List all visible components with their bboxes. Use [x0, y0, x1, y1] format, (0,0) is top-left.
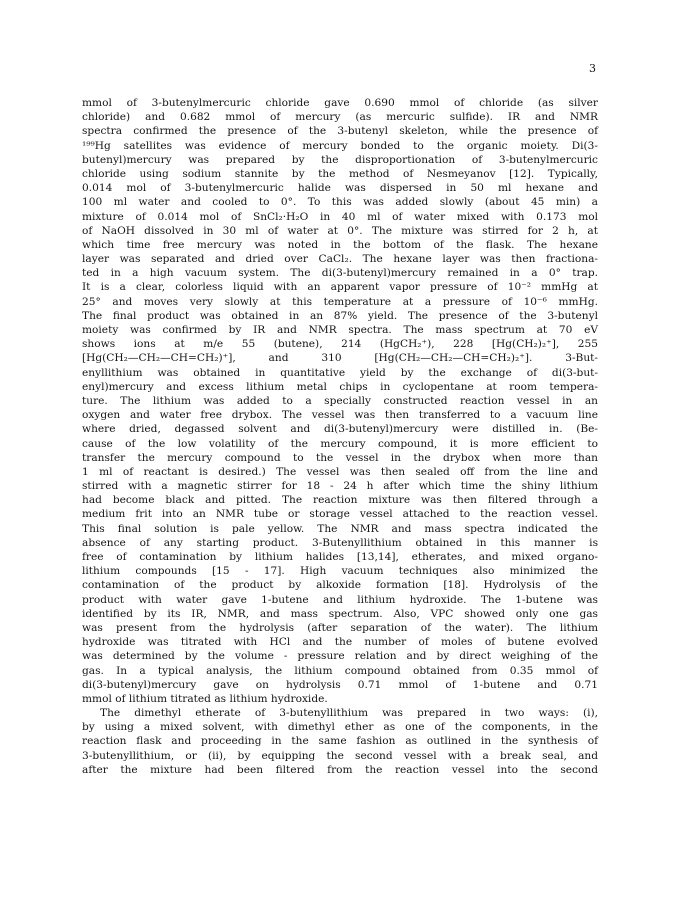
- text-line: ted in a high vacuum system. The di(3-butenyl)mercury remained in a 0° trap.: [82, 267, 598, 280]
- text-line: 100 ml water and cooled to 0°. To this was added slowly (about 45 min) a: [82, 196, 598, 209]
- text-line: 25° and moves very slowly at this temperature at a pressure of 10⁻⁶ mmHg.: [82, 295, 598, 308]
- text-line: cause of the low volatility of the mercury compound, it is more efficient to: [82, 437, 598, 450]
- text-line: The final product was obtained in an 87% yield. The presence of the 3-butenyl: [82, 309, 598, 322]
- text-line: spectra confirmed the presence of the 3-butenyl skeleton, while the presence of: [82, 125, 598, 138]
- text-line: absence of any starting product. 3-Butenyllithium obtained in this manner is: [82, 536, 598, 549]
- text-line: lithium compounds [15 - 17]. High vacuum techniques also minimized the: [82, 565, 598, 578]
- text-line: after the mixture had been filtered from the reaction vessel into the second: [82, 763, 598, 776]
- text-line: It is a clear, colorless liquid with an apparent vapor pressure of 10⁻² mmHg at: [82, 281, 598, 294]
- text-line: enyl)mercury and excess lithium metal chips in cyclopentane at room tempera-: [82, 380, 598, 393]
- text-line: stirred with a magnetic stirrer for 18 - 24 h after which time the shiny lithium: [82, 480, 598, 493]
- text-line: 0.014 mol of 3-butenylmercuric halide was dispersed in 50 ml hexane and: [82, 182, 598, 195]
- text-line: had become black and pitted. The reaction mixture was then filtered through a: [82, 494, 598, 507]
- text-line: identified by its IR, NMR, and mass spectrum. Also, VPC showed only one gas: [82, 607, 598, 620]
- text-line: product with water gave 1-butene and lithium hydroxide. The 1-butene was: [82, 593, 598, 606]
- text-line: chloride) and 0.682 mmol of mercury (as mercuric sulfide). IR and NMR: [82, 111, 598, 124]
- text-line: mmol of 3-butenylmercuric chloride gave 0.690 mmol of chloride (as silver: [82, 97, 598, 109]
- text-line: was determined by the volume - pressure relation and by direct weighing of the: [82, 650, 598, 663]
- text-line: transfer the mercury compound to the vessel in the drybox when more than: [82, 451, 598, 464]
- text-line: chloride using sodium stannite by the method of Nesmeyanov [12]. Typically,: [82, 167, 598, 180]
- text-line: was present from the hydrolysis (after separation of the water). The lithium: [82, 621, 598, 634]
- text-line: by using a mixed solvent, with dimethyl ether as one of the components, in the: [82, 721, 598, 734]
- page-number: 3: [589, 62, 596, 75]
- text-line: 3-butenyllithium, or (ii), by equipping the second vessel with a break seal, and: [82, 749, 598, 762]
- text-line: contamination of the product by alkoxide formation [18]. Hydrolysis of the: [82, 579, 598, 592]
- text-line: of NaOH dissolved in 30 ml of water at 0°. The mixture was stirred for 2 h, at: [82, 224, 598, 237]
- text-line: 1 ml of reactant is desired.) The vessel was then sealed off from the line and: [82, 465, 598, 478]
- text-line: free of contamination by lithium halides [13,14], etherates, and mixed organo-: [82, 551, 598, 563]
- text-line: [Hg(CH₂—CH₂—CH=CH₂)⁺], and 310 [Hg(CH₂—CH₂—CH=CH₂)₂⁺]. 3-But-: [82, 352, 598, 365]
- text-line: enyllithium was obtained in quantitative yield by the exchange of di(3-but-: [82, 366, 598, 379]
- text-line: moiety was confirmed by IR and NMR spectra. The mass spectrum at 70 eV: [82, 324, 598, 336]
- text-line: where dried, degassed solvent and di(3-butenyl)mercury were distilled in. (Be-: [82, 423, 598, 436]
- text-line: reaction flask and proceeding in the same fashion as outlined in the synthesis of: [82, 735, 598, 748]
- text-line: gas. In a typical analysis, the lithium compound obtained from 0.35 mmol of: [82, 664, 598, 677]
- text-line: mixture of 0.014 mol of SnCl₂·H₂O in 40 ml of water mixed with 0.173 mol: [82, 210, 598, 223]
- text-line: di(3-butenyl)mercury gave on hydrolysis 0.71 mmol of 1-butene and 0.71: [82, 678, 598, 691]
- text-line: This final solution is pale yellow. The NMR and mass spectra indicated the: [82, 522, 598, 535]
- text-line: mmol of lithium titrated as lithium hydroxide.: [82, 692, 328, 705]
- text-line: oxygen and water free drybox. The vessel was then transferred to a vacuum line: [82, 409, 598, 422]
- text-line: butenyl)mercury was prepared by the disproportionation of 3-butenylmercuric: [82, 153, 598, 166]
- text-line: shows ions at m/e 55 (butene), 214 (HgCH₂⁺), 228 [Hg(CH₂)₂⁺], 255: [82, 338, 598, 351]
- text-line: ture. The lithium was added to a specially constructed reaction vessel in an: [82, 394, 598, 407]
- text-line: The dimethyl etherate of 3-butenyllithium was prepared in two ways: (i),: [100, 707, 598, 720]
- text-line: hydroxide was titrated with HCl and the number of moles of butene evolved: [82, 636, 598, 649]
- text-line: which time free mercury was noted in the bottom of the flask. The hexane: [82, 238, 598, 251]
- text-line: medium frit into an NMR tube or storage vessel attached to the reaction vessel.: [82, 508, 598, 521]
- body-text: [82, 96, 598, 777]
- text-line: layer was separated and dried over CaCl₂. The hexane layer was then fractiona-: [82, 253, 598, 266]
- text-line: ¹⁹⁹Hg satellites was evidence of mercury bonded to the organic moiety. Di(3-: [82, 139, 598, 152]
